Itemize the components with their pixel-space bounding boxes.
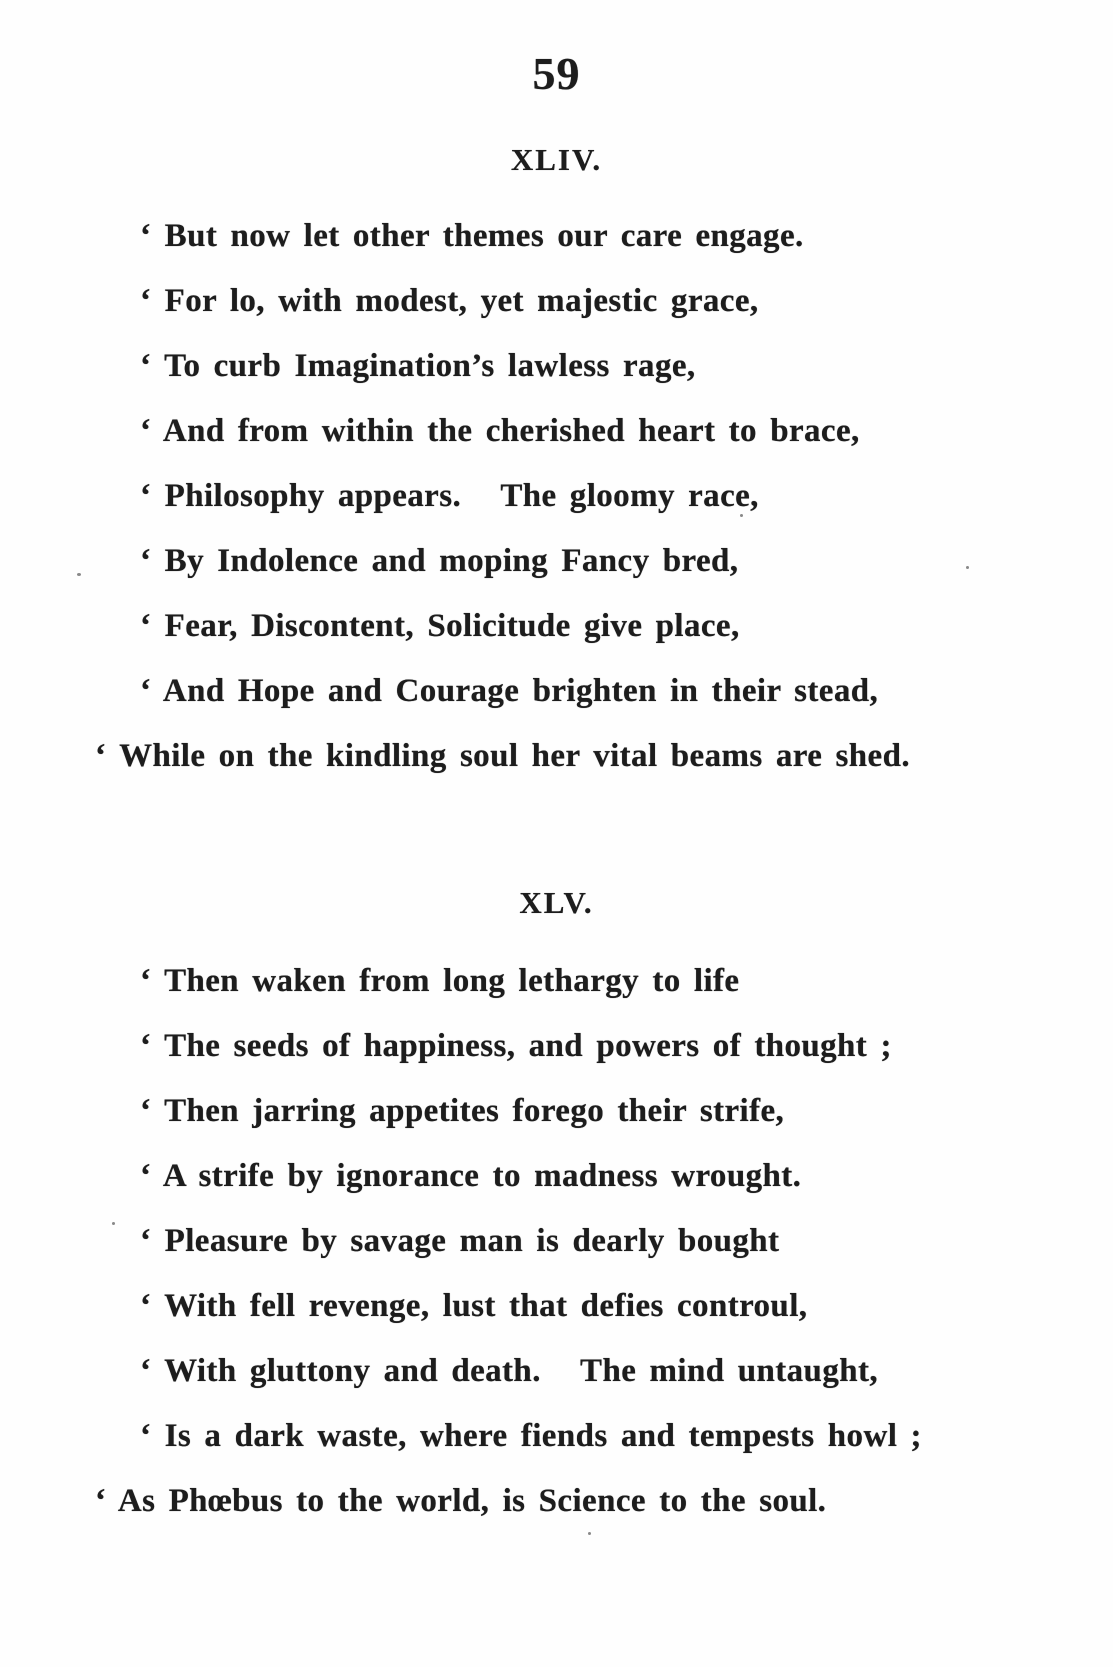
poem-line: ‘ For lo, with modest, yet majestic grace, [140,283,759,319]
scan-speck [77,573,81,576]
poem-line: ‘ By Indolence and moping Fancy bred, [140,543,739,579]
poem-closing-line: ‘ As Phœbus to the world, is Science to the soul. [95,1483,827,1519]
poem-closing-line: ‘ While on the kindling soul her vital beams are shed. [95,738,911,774]
poem-line: ‘ A strife by ignorance to madness wrought. [140,1158,802,1194]
poem-line: ‘ With fell revenge, lust that defies controul, [140,1288,808,1324]
poem-line: ‘ Is a dark waste, where fiends and tempests howl ; [140,1418,922,1454]
poem-line: ‘ The seeds of happiness, and powers of thought ; [140,1028,892,1064]
poem-line: ‘ Then waken from long lethargy to life [140,963,740,999]
scan-speck [740,514,743,517]
poem-line: ‘ And Hope and Courage brighten in their stead, [140,673,879,709]
poem-line: ‘ But now let other themes our care engage. [140,218,804,254]
page-number: 59 [532,48,581,99]
poem-line: ‘ Philosophy appears. The gloomy race, [140,478,759,514]
poem-line: ‘ Then jarring appetites forego their strife, [140,1093,785,1129]
scan-speck [966,566,969,569]
poem-line: ‘ And from within the cherished heart to brace, [140,413,860,449]
stanza-heading-xliv: XLIV. [510,142,603,177]
poem-line: ‘ With gluttony and death. The mind untaught, [140,1353,879,1389]
stanza-xliv [0,204,1113,789]
poem-line: ‘ To curb Imagination’s lawless rage, [140,348,696,384]
scan-speck [112,1222,115,1225]
poem-line: ‘ Pleasure by savage man is dearly bought [140,1223,780,1259]
stanza-xlv [0,949,1113,1534]
stanza-heading-xlv: XLV. [519,885,594,920]
poem-line: ‘ Fear, Discontent, Solicitude give place, [140,608,740,644]
scan-speck [588,1532,591,1535]
